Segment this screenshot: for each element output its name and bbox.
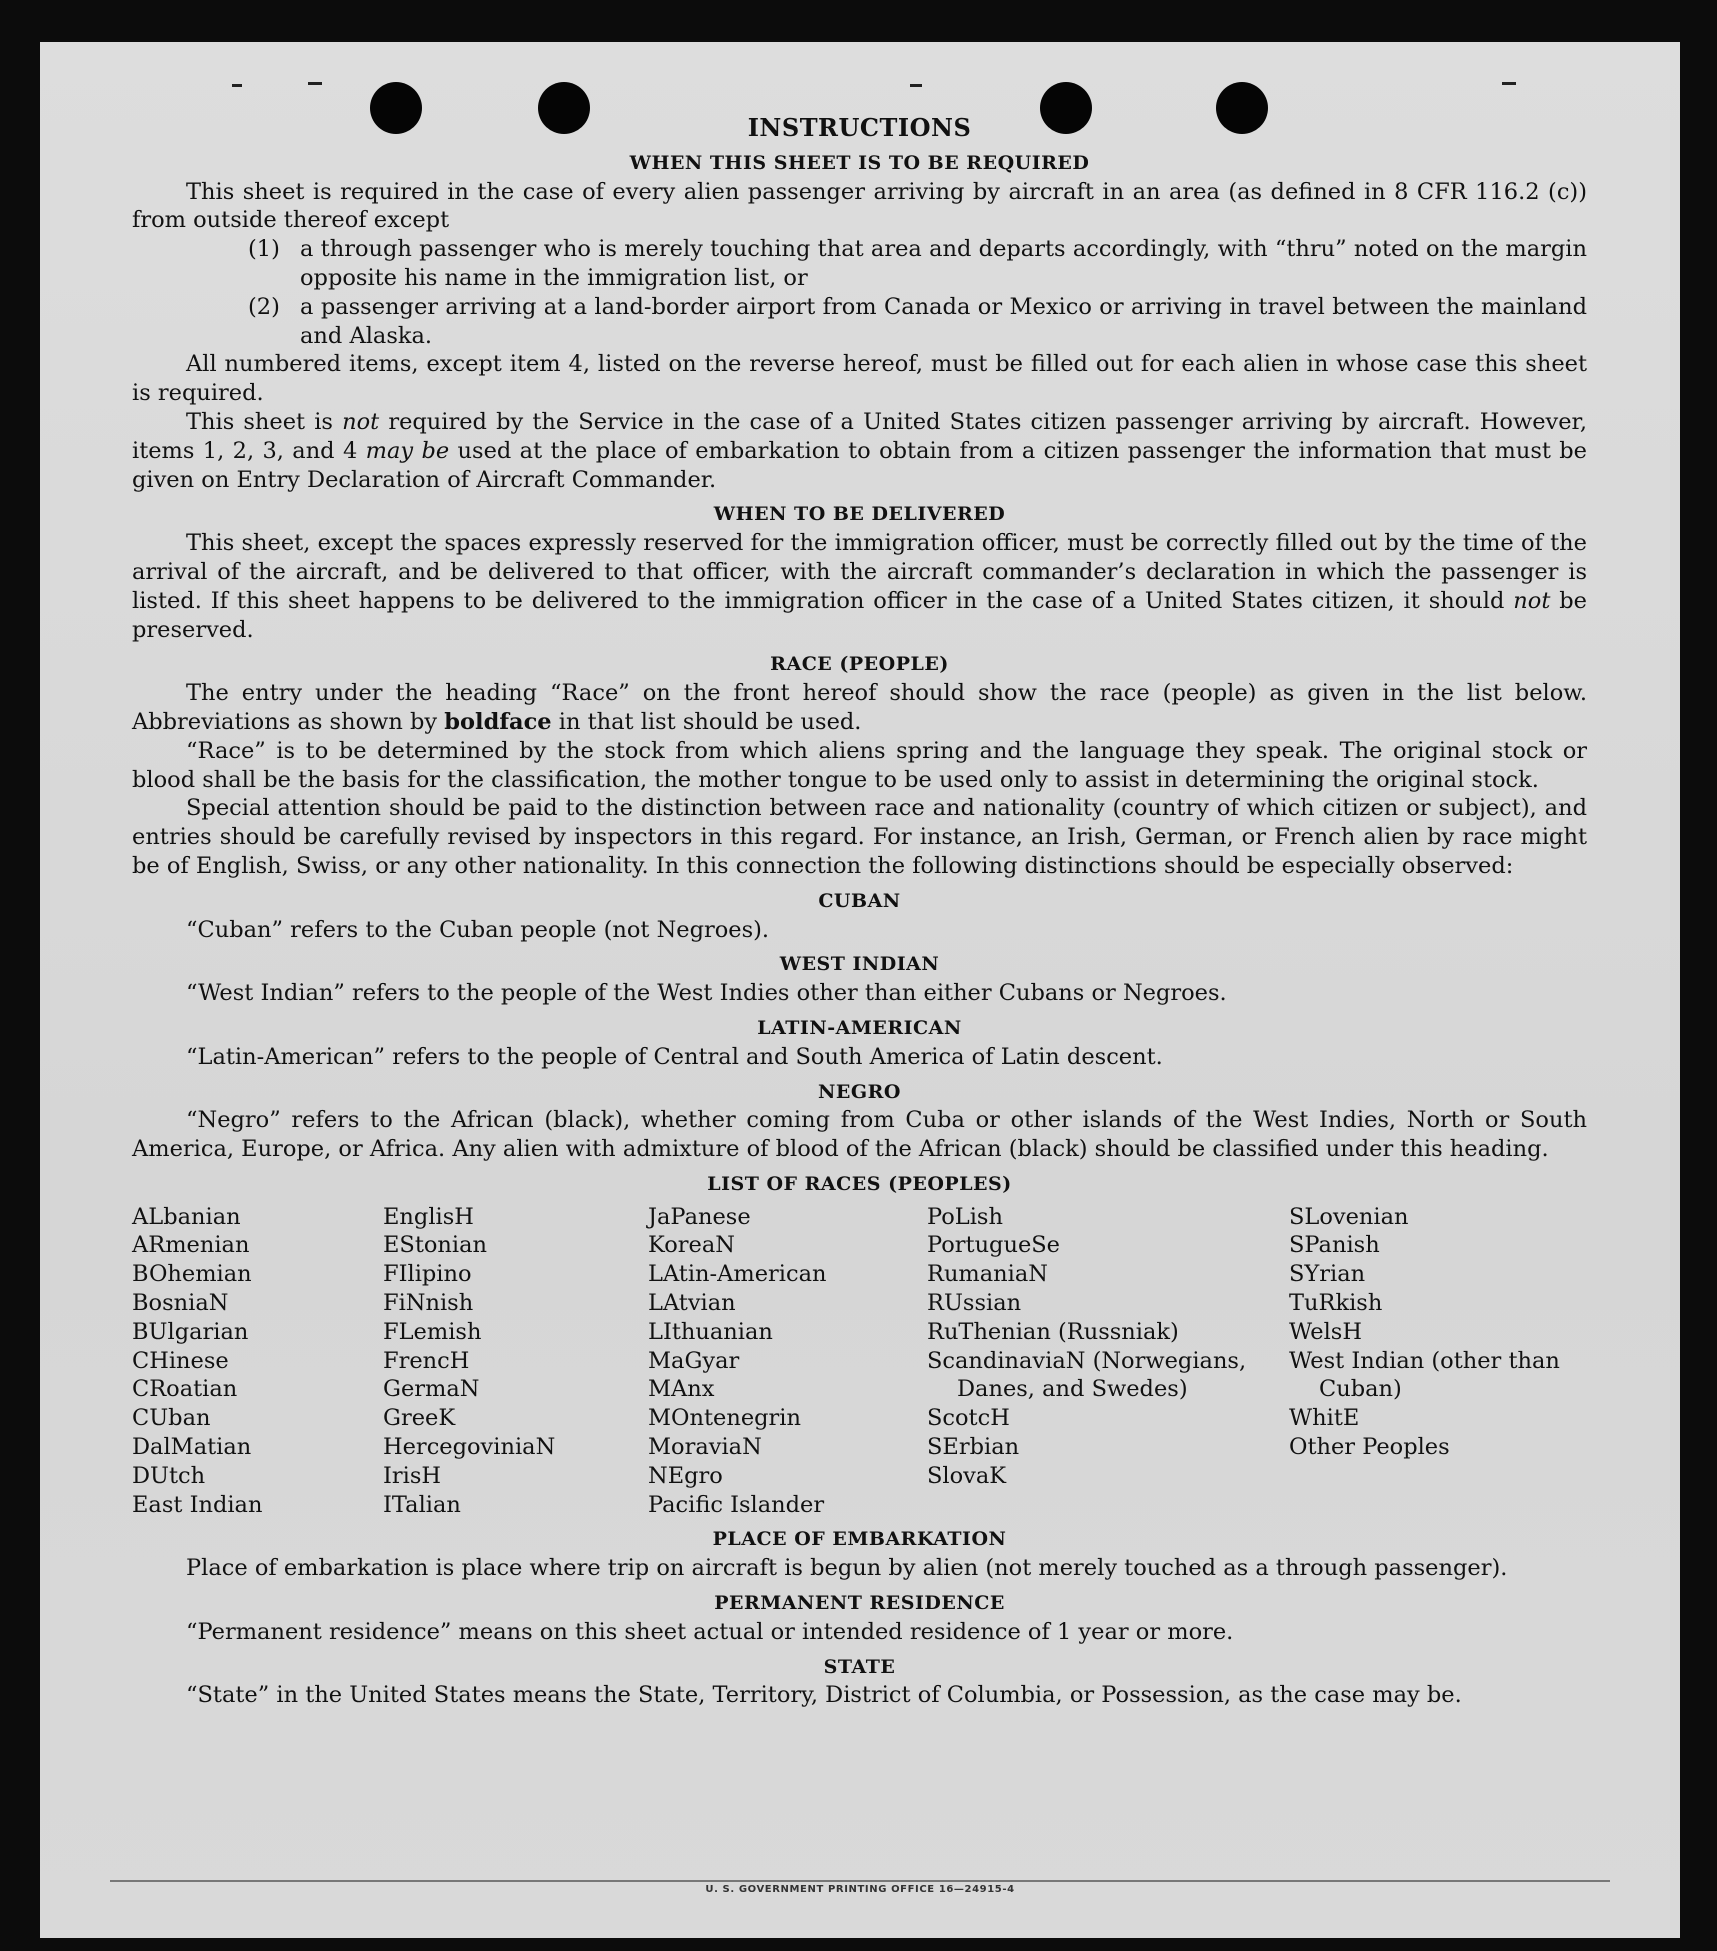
footer-rule: [110, 1880, 1610, 1882]
race-entry: SErbian: [927, 1434, 1020, 1461]
document-sheet: [40, 42, 1680, 1938]
dust-speck: [910, 84, 922, 87]
race-entry: Pacific Islander: [648, 1491, 825, 1518]
race-entry: ScandinaviaN (Norwegians, Danes, and Swedes): [927, 1347, 1247, 1403]
race-entry: MOntenegrin: [648, 1405, 801, 1432]
races-column: [648, 1203, 927, 1520]
dust-speck: [308, 82, 322, 85]
race-entry: IrisH: [383, 1462, 442, 1489]
section-heading-race: RACE (PEOPLE): [770, 653, 949, 676]
race-entry: GreeK: [383, 1405, 456, 1432]
race-entry: SlovaK: [927, 1462, 1007, 1489]
race-entry: BUlgarian: [132, 1318, 249, 1345]
race-entry: RuThenian (Russniak): [927, 1318, 1179, 1345]
race-entry: Other Peoples: [1289, 1434, 1450, 1461]
race-entry: ARmenian: [132, 1232, 250, 1259]
section-heading-list-of-races: LIST OF RACES (PEOPLES): [707, 1172, 1012, 1195]
race-entry: CRoatian: [132, 1376, 238, 1403]
dust-speck: [232, 84, 242, 87]
race-entry: EStonian: [383, 1232, 488, 1259]
section-heading-required: WHEN THIS SHEET IS TO BE REQUIRED: [629, 151, 1090, 174]
list-item: (2) a passenger arriving at a land-border airport from Canada or Mexico or arriving in travel between the mainland and Alaska.: [248, 293, 1587, 349]
list-item: (1) a through passenger who is merely touching that area and departs accordingly, with “thru” noted on the margin opposite his name in the immigration list, or: [248, 236, 1587, 291]
race-entry: East Indian: [132, 1491, 263, 1518]
paragraph: “Permanent residence” means on this sheet actual or intended residence of 1 year or more.: [186, 1618, 1234, 1645]
printer-imprint: U. S. GOVERNMENT PRINTING OFFICE 16—24915-4: [705, 1884, 1015, 1895]
race-entry: WelsH: [1289, 1318, 1362, 1345]
section-heading-state: STATE: [823, 1655, 896, 1678]
race-entry: GermaN: [383, 1376, 480, 1403]
paragraph: “Negro” refers to the African (black), whether coming from Cuba or other islands of the West Indies, North or South America, Europe, or Africa. Any alien with admixture of blood of the African (black) should be classified under this heading.: [132, 1107, 1587, 1163]
paragraph: This sheet is required in the case of every alien passenger arriving by aircraft in an area (as defined in 8 CFR 116.2 (c)) from outside thereof except: [132, 178, 1587, 234]
race-entry: DUtch: [132, 1462, 206, 1489]
race-entry: MoraviaN: [648, 1434, 762, 1461]
paragraph: This sheet, except the spaces expressly reserved for the immigration officer, must be correctly filled out by the time of the arrival of the aircraft, and be delivered to that officer, with the aircraft commander’s declaration in which the passenger is listed. If this sheet happens to be delivered to the immigration officer in the case of a United States citizen, it should not be preserved.: [132, 530, 1587, 643]
race-entry: West Indian (other than Cuban): [1289, 1347, 1560, 1403]
paragraph: “Latin-American” refers to the people of Central and South America of Latin descent.: [186, 1043, 1163, 1070]
races-column: [383, 1203, 648, 1520]
paragraph: This sheet is not required by the Service in the case of a United States citizen passenger arriving by aircraft. However, items 1, 2, 3, and 4 may be used at the place of embarkation to obtain from a citizen passenger the information that must be given on Entry Declaration of Aircraft Commander.: [132, 408, 1587, 493]
race-entry: TuRkish: [1289, 1290, 1383, 1317]
race-entry: CUban: [132, 1405, 211, 1432]
paragraph: Special attention should be paid to the distinction between race and nationality (country of which citizen or subject), and entries should be carefully revised by inspectors in this regard. For instance, an Irish, German, or French alien by race might be of English, Swiss, or any other nationality. In this connection the following distinctions should be especially observed:: [132, 795, 1587, 879]
race-entry: FLemish: [383, 1318, 482, 1345]
races-column: [1289, 1203, 1560, 1520]
section-heading-residence: PERMANENT RESIDENCE: [714, 1592, 1005, 1615]
race-entry: FIlipino: [383, 1261, 472, 1288]
race-entry: EnglisH: [383, 1203, 474, 1230]
race-entry: PoLish: [927, 1203, 1003, 1230]
instructions-body: [132, 114, 1587, 1710]
race-entry: ITalian: [383, 1491, 461, 1518]
paragraph: “West Indian” refers to the people of the West Indies other than either Cubans or Negroes.: [186, 980, 1227, 1007]
section-heading-west-indian: WEST INDIAN: [779, 953, 940, 976]
race-entry: SYrian: [1289, 1261, 1366, 1288]
race-entry: ScotcH: [927, 1405, 1010, 1432]
race-entry: MAnx: [648, 1376, 715, 1403]
race-entry: FiNnish: [383, 1290, 474, 1317]
paragraph: Place of embarkation is place where trip on aircraft is begun by alien (not merely touched as a through passenger).: [186, 1555, 1508, 1582]
race-entry: ALbanian: [132, 1203, 241, 1230]
section-heading-cuban: CUBAN: [818, 889, 901, 912]
section-heading-embarkation: PLACE OF EMBARKATION: [712, 1528, 1007, 1551]
race-entry: DalMatian: [132, 1434, 252, 1461]
dust-speck: [1502, 82, 1516, 85]
race-entry: SLovenian: [1289, 1203, 1409, 1230]
section-heading-delivered: WHEN TO BE DELIVERED: [713, 503, 1006, 526]
section-heading-latin-american: LATIN-AMERICAN: [757, 1016, 962, 1039]
paragraph: All numbered items, except item 4, listed on the reverse hereof, must be filled out for each alien in whose case this sheet is required.: [132, 351, 1587, 407]
race-entry: LAtin-American: [648, 1261, 827, 1288]
race-entry: BOhemian: [132, 1261, 252, 1288]
race-entry: RumaniaN: [927, 1261, 1048, 1288]
race-entry: BosniaN: [132, 1290, 229, 1317]
race-entry: LIthuanian: [648, 1318, 773, 1345]
race-entry: CHinese: [132, 1347, 229, 1374]
paragraph: The entry under the heading “Race” on the front hereof should show the race (people) as given in the list below. Abbreviations as shown by boldface in that list should be used.: [132, 680, 1587, 735]
paragraph: “State” in the United States means the State, Territory, District of Columbia, or Possession, as the case may be.: [186, 1682, 1462, 1709]
section-heading-negro: NEGRO: [818, 1080, 901, 1103]
races-list: [132, 1203, 1587, 1520]
race-entry: KoreaN: [648, 1232, 735, 1259]
race-entry: WhitE: [1289, 1405, 1360, 1432]
race-entry: RUssian: [927, 1290, 1022, 1317]
paragraph: “Race” is to be determined by the stock from which aliens spring and the language they speak. The original stock or blood shall be the basis for the classification, the mother tongue to be used only to assist in determining the original stock.: [132, 737, 1587, 793]
race-entry: PortugueSe: [927, 1232, 1061, 1259]
paragraph: “Cuban” refers to the Cuban people (not Negroes).: [186, 916, 770, 943]
races-column: [927, 1203, 1289, 1520]
race-entry: JaPanese: [648, 1203, 751, 1230]
race-entry: SPanish: [1289, 1232, 1380, 1259]
race-entry: NEgro: [648, 1462, 723, 1489]
page-title: INSTRUCTIONS: [747, 113, 972, 142]
race-entry: HercegoviniaN: [383, 1434, 556, 1461]
race-entry: LAtvian: [648, 1290, 736, 1317]
race-entry: MaGyar: [648, 1347, 740, 1374]
race-entry: FrencH: [383, 1347, 470, 1374]
races-column: [132, 1203, 383, 1520]
